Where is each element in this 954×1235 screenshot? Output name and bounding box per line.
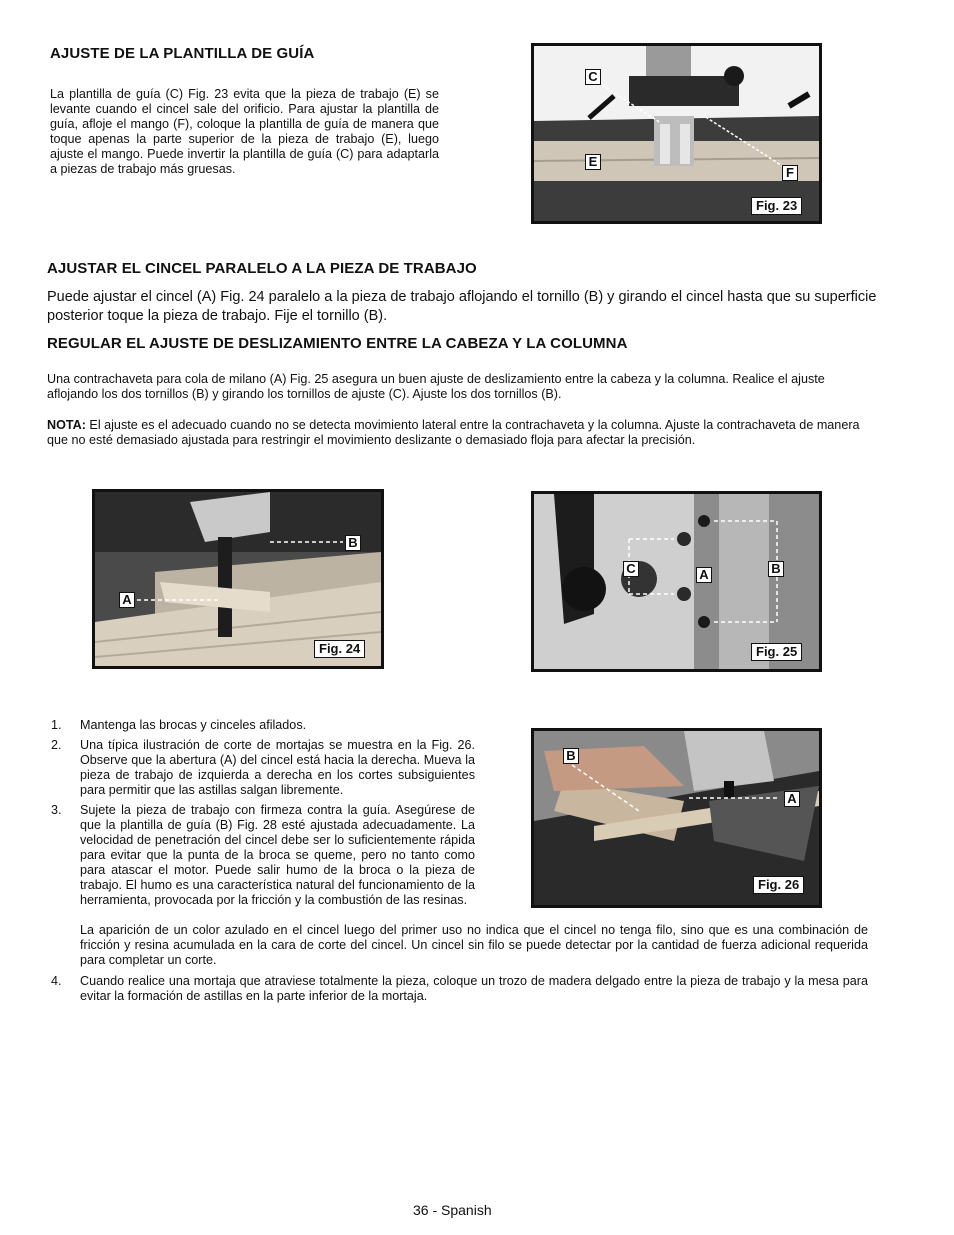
step-text: Una típica ilustración de corte de mortajas se muestra en la Fig. 26. Observe que la abertura (A) del cincel está hacia la derecha. Mueva la pieza de trabajo de izquierda a derecha en los cortes subsiguientes para permitir que las astillas salgan libremente. [80, 738, 475, 797]
step-text: Mantenga las brocas y cinceles afilados. [80, 718, 307, 732]
figure-23-photo [534, 46, 819, 221]
fig23-label-c: C [585, 69, 601, 85]
note-label: NOTA: [47, 418, 86, 432]
figure-23 [531, 43, 822, 224]
fig24-caption: Fig. 24 [314, 640, 365, 658]
fig23-label-f: F [782, 165, 798, 181]
step-3-continuation: La aparición de un color azulado en el cincel luego del primer uso no indica que el cincel no tenga filo, sino que es una combinación de fricción y resina acumulada en la cara de corte del cincel. Un cincel sin filo se puede detectar por la cantidad de fuerza adicional requerida para completar un corte. [80, 923, 868, 967]
figure-26 [531, 728, 822, 908]
fig25-caption: Fig. 25 [751, 643, 802, 661]
section-note [47, 418, 871, 448]
fig24-label-a: A [119, 592, 135, 608]
list-item [48, 974, 868, 1004]
section-heading-guide-template: AJUSTE DE LA PLANTILLA DE GUÍA [50, 45, 315, 62]
fig24-label-b: B [345, 535, 361, 551]
step-number: 3. [51, 803, 62, 817]
list-item [48, 718, 475, 733]
fig23-caption: Fig. 23 [751, 197, 802, 215]
step-number: 1. [51, 718, 62, 732]
page-number: 36 - Spanish [413, 1202, 492, 1218]
figure-24 [92, 489, 384, 669]
section-heading-head-column: REGULAR EL AJUSTE DE DESLIZAMIENTO ENTRE LA CABEZA Y LA COLUMNA [47, 335, 628, 352]
list-item [48, 803, 475, 908]
fig26-label-a: A [784, 791, 800, 807]
figure-25 [531, 491, 822, 672]
step-text: Sujete la pieza de trabajo con firmeza contra la guía. Asegúrese de que la plantilla de guía (B) Fig. 28 esté ajustada adecuadamente. La velocidad de penetración del cincel debe ser lo suficientemente rápida para evitar que la punta de la broca se queme, pero no tanto como para atascar el motor. Puede salir humo de la broca o la pieza de trabajo. El humo es una característica natural del funcionamiento de la herramienta, provocada por la fricción y la combustión de las resinas. [80, 803, 475, 907]
fig25-label-a: A [696, 567, 712, 583]
step-number: 4. [51, 974, 62, 988]
section-heading-chisel-parallel: AJUSTAR EL CINCEL PARALELO A LA PIEZA DE TRABAJO [47, 260, 477, 277]
fig26-caption: Fig. 26 [753, 876, 804, 894]
section-body-chisel-parallel: Puede ajustar el cincel (A) Fig. 24 paralelo a la pieza de trabajo aflojando el tornillo (B) y girando el cincel hasta que su superficie posterior toque la pieza de trabajo. Fije el tornillo (B). [47, 289, 877, 324]
note-body: El ajuste es el adecuado cuando no se detecta movimiento lateral entre la contrachaveta y la columna. Ajuste la contrachaveta de manera que no esté demasiado ajustada para restringir el movimiento deslizante o demasiado floja para afectar la precisión. [47, 418, 860, 447]
section-body-head-column: Una contrachaveta para cola de milano (A) Fig. 25 asegura un buen ajuste de deslizamiento entre la cabeza y la columna. Realice el ajuste aflojando los dos tornillos (B) y girando los tornillos de ajuste (C). Ajuste los dos tornillos (B). [47, 372, 825, 401]
steps-list-cont [48, 974, 868, 1009]
fig23-label-e: E [585, 154, 601, 170]
fig26-label-b: B [563, 748, 579, 764]
fig25-label-b: B [768, 561, 784, 577]
step-number: 2. [51, 738, 62, 752]
steps-list [48, 718, 475, 908]
section-body-guide-template: La plantilla de guía (C) Fig. 23 evita que la pieza de trabajo (E) se levante cuando el cincel sale del orificio. Para ajustar la plantilla de guía, afloje el mango (F), coloque la plantilla de guía de manera que toque apenas la parte superior de la pieza de trabajo (E), luego ajuste el mango. Puede invertir la plantilla de guía (C) para adaptarla a piezas de trabajo más gruesas. [50, 87, 439, 176]
list-item [48, 738, 475, 798]
fig25-label-c: C [623, 561, 639, 577]
step-text: Cuando realice una mortaja que atraviese totalmente la pieza, coloque un trozo de madera delgado entre la pieza de trabajo y la mesa para evitar la formación de astillas en la parte inferior de la mortaja. [80, 974, 868, 1003]
